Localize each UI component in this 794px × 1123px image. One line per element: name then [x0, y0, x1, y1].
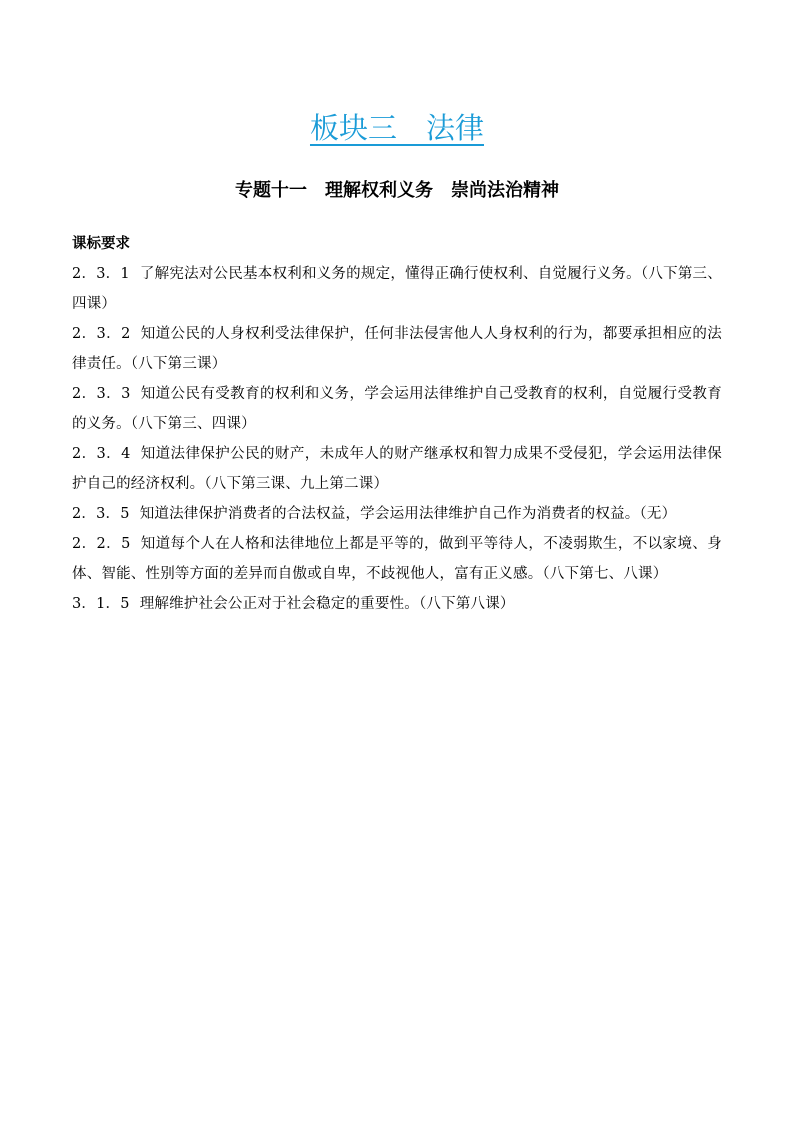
standard-item	[72, 529, 722, 589]
standard-item	[72, 439, 722, 499]
standard-code: 3．1．5	[72, 596, 130, 612]
standard-text: 知道公民的人身权利受法律保护，任何非法侵害他人人身权利的行为，都要承担相应的法律责任。（八下第三课）	[72, 326, 722, 372]
standard-item	[72, 319, 722, 379]
block-title: 板块三 法律	[309, 111, 484, 145]
standard-text: 知道每个人在人格和法律地位上都是平等的，做到平等待人，不凌弱欺生，不以家境、身体、智能、性别等方面的差异而自傲或自卑，不歧视他人，富有正义感。（八下第七、八课）	[72, 536, 722, 582]
standard-code: 2．3．2	[72, 326, 131, 342]
standard-item	[72, 259, 722, 319]
standard-code: 2．2．5	[72, 536, 131, 552]
topic-title: 专题十一 理解权利义务 崇尚法治精神	[235, 180, 559, 201]
curriculum-standards	[72, 228, 722, 619]
standard-code: 2．3．4	[72, 446, 131, 462]
standard-code: 2．3．5	[72, 506, 130, 522]
standard-item	[72, 379, 722, 439]
standard-code: 2．3．1	[72, 266, 130, 282]
standard-text: 了解宪法对公民基本权利和义务的规定，懂得正确行使权利、自觉履行义务。（八下第三、四课）	[72, 266, 722, 312]
standard-text: 知道法律保护公民的财产，未成年人的财产继承权和智力成果不受侵犯，学会运用法律保护自己的经济权利。（八下第三课、九上第二课）	[72, 446, 722, 492]
standard-item	[72, 589, 722, 619]
standard-text: 知道公民有受教育的权利和义务，学会运用法律维护自己受教育的权利，自觉履行受教育的义务。（八下第三、四课）	[72, 386, 722, 432]
standard-code: 2．3．3	[72, 386, 131, 402]
standard-text: 知道法律保护消费者的合法权益，学会运用法律维护自己作为消费者的权益。（无）	[139, 506, 677, 522]
standard-item	[72, 499, 722, 529]
section-heading: 课标要求	[72, 235, 130, 252]
standard-text: 理解维护社会公正对于社会稳定的重要性。（八下第八课）	[139, 596, 515, 612]
